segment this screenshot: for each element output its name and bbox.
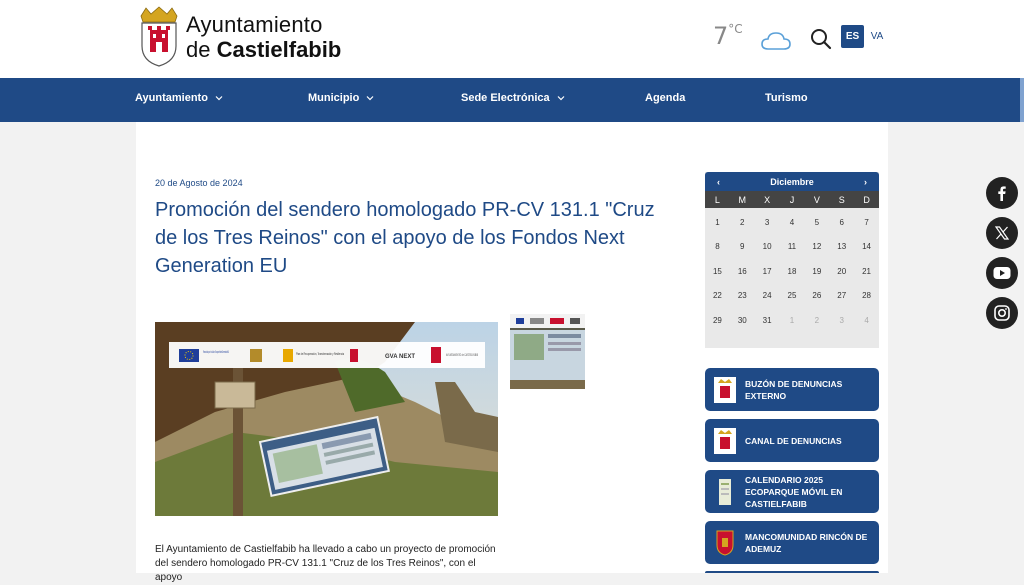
calendar-month: Diciembre <box>770 176 814 187</box>
thumbnail-photo <box>510 314 585 389</box>
language-va-button[interactable]: VA <box>870 31 884 42</box>
crest-icon <box>136 6 182 68</box>
article-thumbnail[interactable] <box>510 314 585 389</box>
article-title: Promoción del sendero homologado PR-CV 131.1 "Cruz de los Tres Reinos" con el apoyo de los Fondos Next Generation EU <box>155 199 655 277</box>
nav-label: Municipio <box>308 92 360 104</box>
facebook-icon <box>994 185 1010 201</box>
brand-line2 <box>186 36 342 62</box>
site-logo[interactable] <box>136 6 341 68</box>
calendar-weekday: J <box>789 194 795 205</box>
banner-ayto-text: AYUNTAMIENTO de CASTIELFABIB <box>446 353 479 357</box>
canal-denuncias-button[interactable] <box>705 419 879 462</box>
calendar-prev-button[interactable]: ‹ <box>717 176 720 187</box>
side-button-label: MANCOMUNIDAD RINCÓN DE ADEMUZ <box>745 531 868 554</box>
calendar-day[interactable]: 15 <box>712 266 722 276</box>
mancomunidad-button[interactable] <box>705 521 879 564</box>
article-body: El Ayuntamiento de Castielfabib ha llevado a cabo un proyecto de promoción del sendero homologado PR-CV 131.1 "Cruz de los Tres Reinos", con el apoyo <box>155 544 496 583</box>
calendar-weekday: L <box>714 194 720 205</box>
calendar-day[interactable]: 30 <box>737 315 747 325</box>
calendar-day[interactable]: 7 <box>864 217 869 227</box>
calendar-day[interactable]: 22 <box>712 291 722 301</box>
calendar-day[interactable]: 11 <box>787 242 797 252</box>
buzon-denuncias-button[interactable] <box>705 368 879 411</box>
nav-item-turismo[interactable] <box>765 92 808 104</box>
brand-town: Castielfabib <box>216 36 342 62</box>
calendar-day-next-month: 3 <box>839 315 844 325</box>
shield-icon <box>714 530 736 556</box>
crest-icon <box>714 428 736 454</box>
side-button-label: BUZÓN DE DENUNCIAS EXTERNO <box>745 378 843 401</box>
calendar-day[interactable]: 14 <box>862 242 872 252</box>
trail-sign-photo <box>155 322 498 516</box>
calendar-day[interactable]: 27 <box>837 291 847 301</box>
calendar-weekday: S <box>838 194 845 205</box>
calendar-day[interactable]: 19 <box>812 266 822 276</box>
nav-label: Sede Electrónica <box>461 92 550 104</box>
chevron-down-icon <box>557 94 565 102</box>
nav-label: Agenda <box>645 92 686 104</box>
calendar-weekday: V <box>813 194 820 205</box>
main-nav <box>0 78 1024 122</box>
calendar-day-next-month: 1 <box>789 315 795 325</box>
instagram-link[interactable] <box>986 297 1018 329</box>
calendar-day[interactable]: 9 <box>740 242 745 252</box>
nav-label: Ayuntamiento <box>135 92 208 104</box>
calendar-day[interactable]: 25 <box>787 291 797 301</box>
x-link[interactable] <box>986 217 1018 249</box>
calendar-day[interactable]: 12 <box>812 242 822 252</box>
temperature-value: 7 <box>713 22 729 50</box>
calendar-day[interactable]: 4 <box>789 217 795 227</box>
banner-gva-text: GVA NEXT <box>385 354 416 360</box>
calendar-day[interactable]: 24 <box>762 291 772 301</box>
article-date: 20 de Agosto de 2024 <box>155 178 243 188</box>
nav-item-municipio[interactable] <box>308 92 374 104</box>
calendar-day[interactable]: 5 <box>814 217 820 227</box>
nav-item-agenda[interactable] <box>645 92 685 104</box>
document-icon <box>714 479 736 505</box>
events-calendar <box>705 172 879 348</box>
calendar-next-button[interactable]: › <box>864 176 867 187</box>
crest-icon <box>714 377 736 403</box>
calendar-day[interactable]: 26 <box>812 291 822 301</box>
nav-item-sede-electronica[interactable] <box>461 92 565 104</box>
x-icon <box>995 226 1009 240</box>
brand-prefix: de <box>186 36 217 62</box>
nav-item-ayuntamiento[interactable] <box>135 92 223 104</box>
calendar-grid <box>705 208 879 333</box>
instagram-icon <box>994 305 1010 321</box>
facebook-link[interactable] <box>986 177 1018 209</box>
calendar-weekdays <box>705 191 879 208</box>
article-main-image[interactable] <box>155 322 498 516</box>
site-header <box>0 0 1024 78</box>
calendar-day[interactable]: 23 <box>737 291 747 301</box>
chevron-down-icon <box>366 94 374 102</box>
calendar-day-next-month: 4 <box>864 315 869 325</box>
youtube-icon <box>993 266 1011 280</box>
banner-plan-text: Plan de Recuperación, Transformación y Resiliencia <box>296 352 345 356</box>
calendar-day[interactable]: 10 <box>762 242 772 252</box>
calendar-day[interactable]: 1 <box>715 217 720 227</box>
side-button-label: CANAL DE DENUNCIAS <box>745 435 842 446</box>
calendar-day[interactable]: 8 <box>715 242 720 252</box>
calendar-day[interactable]: 3 <box>764 217 770 227</box>
calendar-header <box>705 172 879 191</box>
calendario-ecoparque-button[interactable] <box>705 470 879 513</box>
language-es-button[interactable]: ES <box>841 25 864 48</box>
side-button-partial <box>705 571 879 573</box>
chevron-down-icon <box>215 94 223 102</box>
calendar-day[interactable]: 6 <box>839 217 844 227</box>
calendar-day[interactable]: 16 <box>737 266 747 276</box>
temperature <box>713 22 743 50</box>
calendar-weekday: M <box>738 194 747 205</box>
youtube-link[interactable] <box>986 257 1018 289</box>
calendar-day[interactable]: 31 <box>762 315 772 325</box>
cloud-icon <box>760 30 792 52</box>
calendar-day[interactable]: 18 <box>787 266 797 276</box>
calendar-day[interactable]: 2 <box>740 217 745 227</box>
brand-name <box>186 11 342 62</box>
calendar-day[interactable]: 21 <box>862 266 872 276</box>
banner-eu-text: Financiado por la Unión Europea NextGenerationEU <box>203 350 230 354</box>
calendar-day[interactable]: 17 <box>762 266 772 276</box>
calendar-weekday: X <box>764 194 771 205</box>
calendar-day[interactable]: 29 <box>712 315 722 325</box>
side-button-label: CALENDARIO 2025 ECOPARQUE MÓVIL EN CASTIELFABIB <box>745 474 843 509</box>
search-icon[interactable] <box>810 28 832 50</box>
brand-line1: Ayuntamiento <box>186 11 323 37</box>
temperature-unit: °C <box>728 22 743 36</box>
calendar-weekday: D <box>863 194 870 205</box>
nav-label: Turismo <box>765 92 808 104</box>
calendar-day-next-month: 2 <box>814 315 820 325</box>
calendar-day[interactable]: 20 <box>837 266 847 276</box>
calendar-day[interactable]: 28 <box>862 291 872 301</box>
calendar-day[interactable]: 13 <box>837 242 847 252</box>
